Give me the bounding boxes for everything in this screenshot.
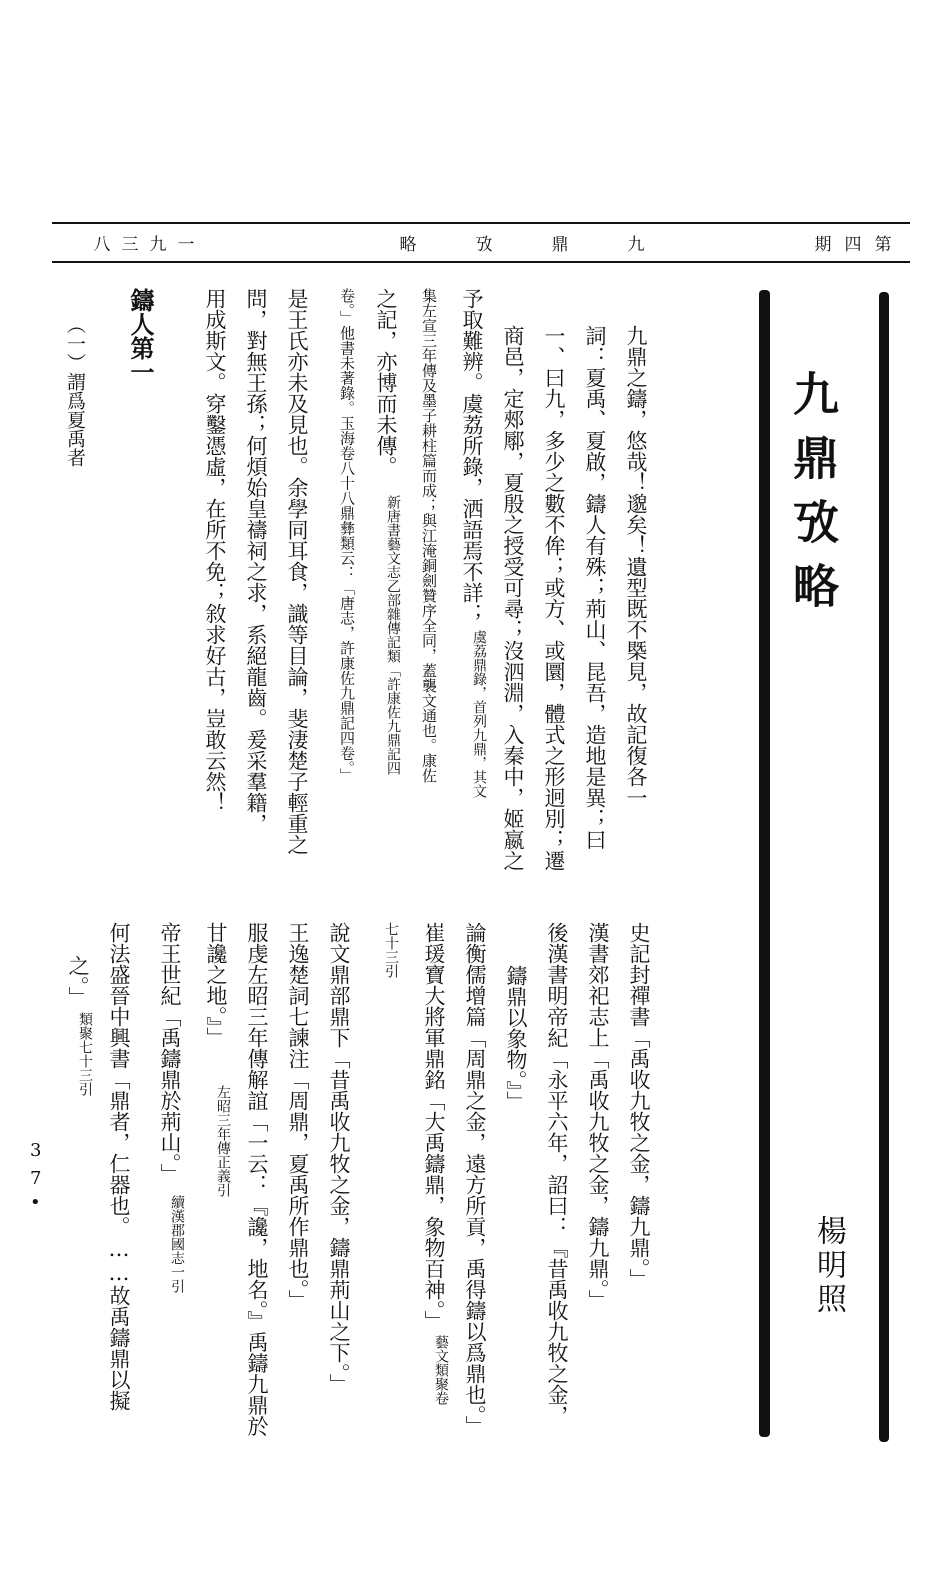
- citation-column: 甘讒之地。』」: [204, 922, 228, 1048]
- body-column: 之記，亦博而未傳。: [374, 288, 398, 477]
- inline-note: 集左宣三年傳及墨子耕柱篇而成；與江淹銅劍贊序全同，蓋襲文通也。康佐: [420, 288, 438, 783]
- citation-column: 後漢書明帝紀「永平六年，詔曰：『昔禹收九牧之金，: [545, 922, 569, 1426]
- inline-note: 類聚七十三引: [77, 1012, 93, 1096]
- inline-note: 續漢郡國志一引: [169, 1195, 185, 1293]
- inline-note: 卷。」他書未著錄。玉海卷八十八鼎彝類云：「唐志，許康佐九鼎記四卷。」: [338, 288, 356, 783]
- title-frame-bar-left: [759, 290, 770, 1437]
- body-column: 商邑，定郟鄏，夏殷之授受可尋；沒泗淵，入秦中，姬嬴之: [501, 325, 525, 871]
- inline-note: 七十三引: [383, 922, 399, 978]
- margin-marker: •: [30, 1192, 41, 1213]
- inline-note: 虞荔鼎錄，首列九鼎，其文: [471, 630, 487, 798]
- issue-label: 期 四 第: [814, 235, 892, 255]
- citation-column: 帝王世紀「禹鑄鼎於荊山。」: [158, 922, 182, 1185]
- body-column: 問，對無王孫；何煩始皇禱祠之求，系絕龍齒。爰采羣籍，: [244, 288, 268, 834]
- citation-column: 漢書郊祀志上「禹收九牧之金，鑄九鼎。」: [586, 922, 610, 1311]
- citation-column: 論衡儒增篇「周鼎之金，遠方所貢，禹得鑄以爲鼎也。」: [463, 922, 487, 1437]
- body-column: 是王氏亦未及見也。余學同耳食，識等目論，斐淒楚子輕重之: [285, 288, 309, 855]
- subsection-heading: （一）謂爲夏禹者: [64, 315, 86, 467]
- body-column: 予取難辨。虞荔所錄，洒語焉不詳；: [460, 288, 484, 624]
- article-author: 楊明照: [811, 1215, 846, 1317]
- page-number: 八 三 九 一: [93, 235, 195, 255]
- citation-column: 崔瑗寶大將軍鼎銘「大禹鑄鼎，象物百神。」: [422, 922, 446, 1332]
- header-rule-bottom: [52, 261, 910, 263]
- title-frame-bar-right: [879, 292, 889, 1442]
- citation-column: 之。」: [66, 955, 90, 1008]
- citation-column: 何法盛晉中興書「鼎者，仁器也。……故禹鑄鼎以擬: [107, 922, 131, 1411]
- body-column: 用成斯文。穿鑿憑虛，在所不免；敘求好古，豈敢云然！: [203, 288, 227, 813]
- inline-note: 左昭三年傳正義引: [215, 1085, 231, 1197]
- citation-column: 鑄鼎以象物。』」: [504, 965, 528, 1112]
- citation-column: 服虔左昭三年傳解誼「一云：『讒，地名。』禹鑄九鼎於: [245, 922, 269, 1437]
- margin-marker: 3: [30, 1140, 42, 1161]
- body-column: 一、曰九，多少之數不侔；或方、或圜，體式之形迥別；遷: [542, 325, 566, 871]
- body-column: 九鼎之鑄，悠哉！邈矣！遺型既不槩見，故記復各一: [624, 325, 648, 808]
- citation-column: 說文鼎部鼎下「昔禹收九牧之金，鑄鼎荊山之下。」: [327, 922, 351, 1395]
- inline-note: 新唐書藝文志乙部雜傳記類「許康佐九鼎記四: [385, 495, 401, 775]
- article-title: 九鼎攷略: [786, 370, 840, 626]
- margin-marker: 7: [30, 1168, 42, 1189]
- inline-note: 藝文類聚卷: [433, 1335, 449, 1405]
- body-column: 詞：夏禹、夏啟，鑄人有殊；荊山、昆吾，造地是異；曰: [583, 325, 607, 850]
- running-title: 略 攷 鼎 九: [399, 235, 645, 255]
- section-heading: 鑄人第一: [126, 288, 155, 384]
- citation-column: 史記封禪書「禹收九牧之金，鑄九鼎。」: [627, 922, 651, 1290]
- header-rule-top: [52, 222, 910, 224]
- citation-column: 王逸楚詞七諫注「周鼎，夏禹所作鼎也。」: [286, 922, 310, 1311]
